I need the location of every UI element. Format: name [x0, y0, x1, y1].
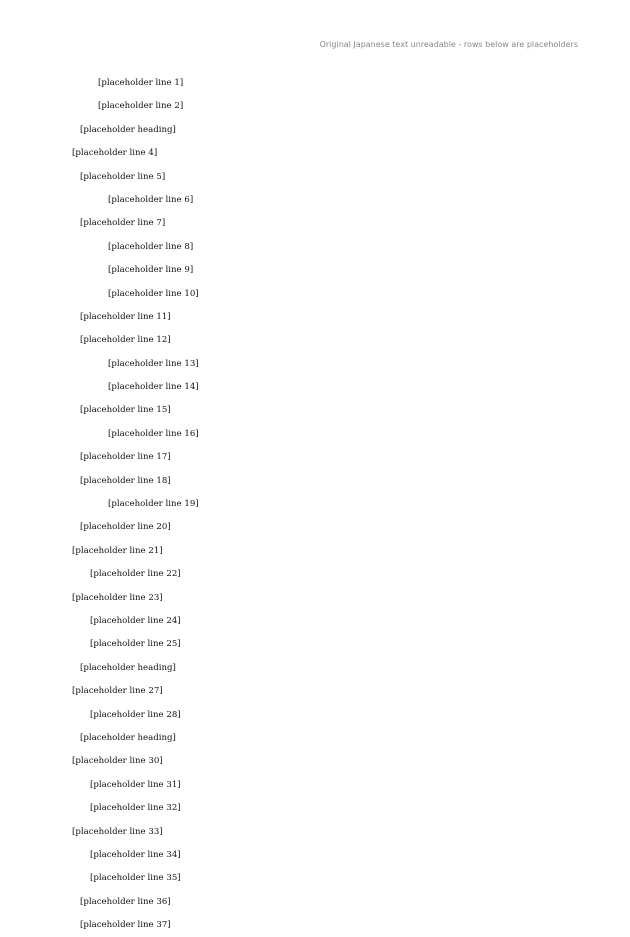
text-line: [placeholder line 23] — [72, 592, 163, 603]
text-line: [placeholder line 20] — [80, 522, 171, 533]
text-line: [placeholder line 2] — [98, 101, 184, 112]
text-line: [placeholder line 9] — [108, 265, 194, 276]
text-line: [placeholder line 15] — [80, 405, 171, 416]
placeholder-notice: Original Japanese text unreadable - rows below are placeholders — [319, 40, 578, 49]
text-line: [placeholder line 24] — [90, 615, 181, 626]
text-line: [placeholder heading] — [80, 662, 176, 673]
text-line: [placeholder line 11] — [80, 311, 171, 322]
text-line: [placeholder line 35] — [90, 873, 181, 884]
text-line: [placeholder line 6] — [108, 194, 194, 205]
text-line: [placeholder heading] — [80, 124, 176, 135]
text-line: [placeholder line 10] — [108, 288, 199, 299]
text-line: [placeholder line 19] — [108, 499, 199, 510]
text-line: [placeholder line 8] — [108, 241, 194, 252]
text-line: [placeholder line 4] — [72, 148, 158, 159]
text-line: [placeholder line 7] — [80, 218, 166, 229]
text-line: [placeholder line 34] — [90, 849, 181, 860]
text-line: [placeholder line 12] — [80, 335, 171, 346]
text-line: [placeholder line 5] — [80, 171, 166, 182]
text-line: [placeholder line 31] — [90, 779, 181, 790]
text-line: [placeholder line 33] — [72, 826, 163, 837]
text-line: [placeholder line 21] — [72, 545, 163, 556]
text-line: [placeholder heading] — [80, 732, 176, 743]
text-line: [placeholder line 27] — [72, 686, 163, 697]
text-line: [placeholder line 32] — [90, 803, 181, 814]
text-line: [placeholder line 17] — [80, 452, 171, 463]
document-body — [72, 72, 578, 937]
text-line: [placeholder line 1] — [98, 78, 184, 88]
text-line: [placeholder line 13] — [108, 358, 199, 369]
text-line: [placeholder line 30] — [72, 756, 163, 767]
text-line: [placeholder line 16] — [108, 428, 199, 439]
text-line: [placeholder line 14] — [108, 382, 199, 393]
text-line: [placeholder line 28] — [90, 709, 181, 720]
text-line: [placeholder line 37] — [80, 920, 171, 931]
text-line: [placeholder line 36] — [80, 896, 171, 907]
text-line: [placeholder line 18] — [80, 475, 171, 486]
text-line: [placeholder line 22] — [90, 569, 181, 580]
text-line: [placeholder line 25] — [90, 639, 181, 650]
